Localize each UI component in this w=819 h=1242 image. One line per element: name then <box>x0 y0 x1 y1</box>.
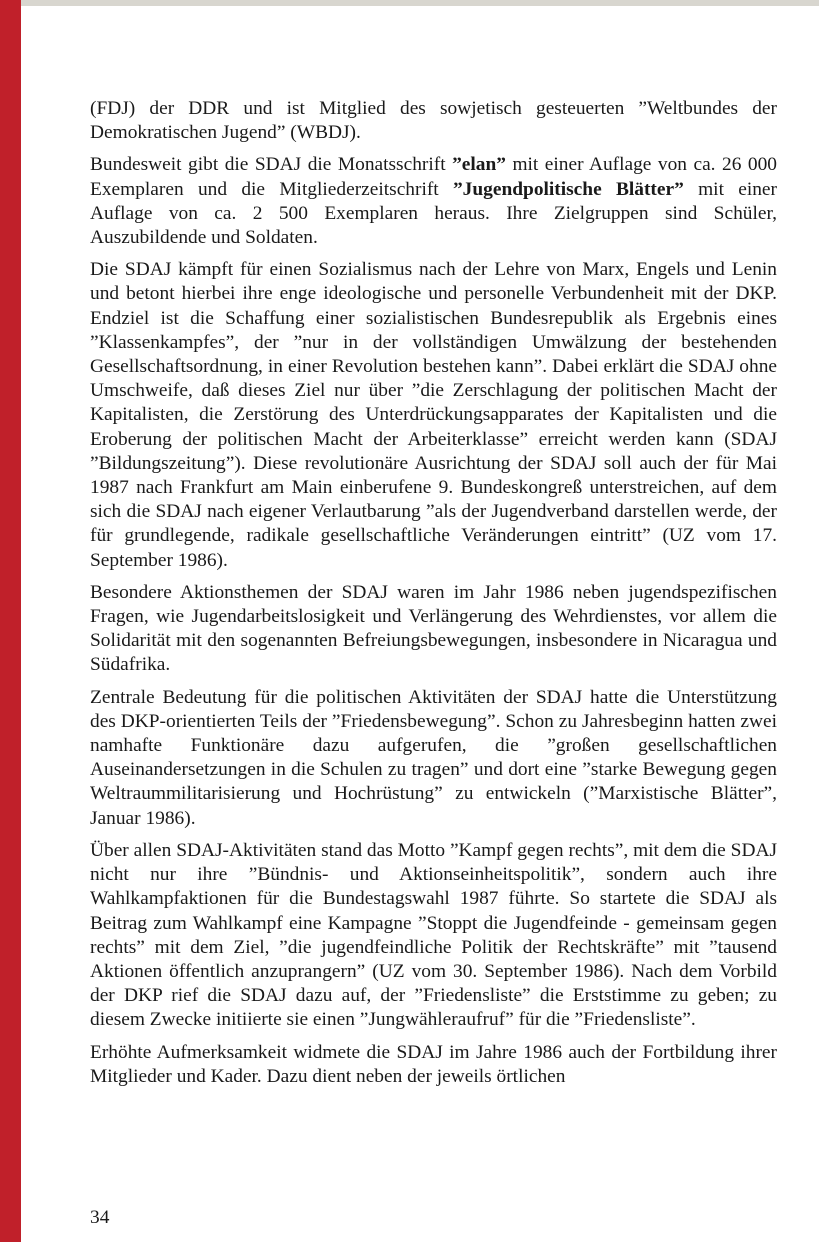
publication-title-elan: ”elan” <box>452 154 506 176</box>
page-top-edge <box>0 0 819 6</box>
text-segment: mit einer Auflage von ca. 26 000 Exemplaren und die Mitgliederzeitschrift <box>90 154 777 200</box>
text-segment: mit einer Auflage von ca. 2 500 Exemplaren heraus. Ihre Zielgruppen sind Schüler, Auszubildende und Soldaten. <box>90 178 777 249</box>
text-segment: Besondere Aktionsthemen der SDAJ waren im Jahr 1986 neben jugendspezifischen Fragen, wie Jugendarbeitslosigkeit und Verlängerung des Wehrdienstes, vor allem die Solidarität mit den sogenannten Befreiungsbewegungen, insbesondere in Nicaragua und Südafrika. <box>90 581 777 676</box>
paragraph <box>90 686 777 831</box>
text-segment: Erhöhte Aufmerksamkeit widmete die SDAJ im Jahre 1986 auch der Fortbildung ihrer Mitglieder und Kader. Dazu dient neben der jeweils örtlichen <box>90 1041 777 1087</box>
text-segment: Die SDAJ kämpft für einen Sozialismus nach der Lehre von Marx, Engels und Lenin und betont hierbei ihre enge ideologische und personelle Verbundenheit mit der DKP. Endziel ist die Schaffung einer sozialistischen Bundesrepublik als Ergebnis eines ”Klassenkampfes”, der ”nur in der vollständigen Umwälzung der bestehenden Gesellschaftsordnung, in einer Revolution bestehen kann”. Dabei erklärt die SDAJ ohne Umschweife, daß dieses Ziel nur über ”die Zerschlagung der politischen Macht der Kapitalisten, die Zerstörung des Unterdrückungsapparates der Kapitalisten und die Eroberung der politischen Macht der Arbeiterklasse” erreicht werden kann (SDAJ ”Bildungszeitung”). Diese revolutionäre Ausrichtung der SDAJ soll auch der für Mai 1987 nach Frankfurt am Main einberufene 9. Bundeskongreß unterstreichen, auf dem sich die SDAJ nach eigener Verlautbarung ”als der Jugendverband darstellen werde, der für grundlegende, radikale gesellschaftliche Veränderungen eintritt” (UZ vom 17. September 1986). <box>90 259 777 571</box>
paragraph <box>90 1041 777 1089</box>
publication-title-jugendpolitische-blaetter: ”Jugendpolitische Blätter” <box>452 178 684 200</box>
page-number: 34 <box>90 1207 110 1228</box>
paragraph <box>90 258 777 573</box>
text-segment: Bundesweit gibt die SDAJ die Monatsschrift <box>90 154 453 176</box>
red-page-edge <box>0 0 21 1242</box>
paragraph <box>90 153 777 250</box>
body-text <box>90 97 777 1097</box>
text-segment: Über allen SDAJ-Aktivitäten stand das Motto ”Kampf gegen rechts”, mit dem die SDAJ nicht nur ihre ”Bündnis- und Aktionseinheitspolitik”, sondern auch ihre Wahlkampfaktionen für die Bundestagswahl 1987 führte. So startete die SDAJ als Beitrag zum Wahlkampf eine Kampagne ”Stoppt die Jugendfeinde - gemeinsam gegen rechts” mit dem Ziel, ”die jugendfeindliche Politik der Rechtskräfte” mit ”tausend Aktionen öffentlich anzuprangern” (UZ vom 30. September 1986). Nach dem Vorbild der DKP rief die SDAJ dazu auf, der ”Friedensliste” die Erststimme zu geben; zu diesem Zwecke initiierte sie einen ”Jungwähleraufruf” für die ”Friedensliste”. <box>90 839 777 1031</box>
paragraph <box>90 839 777 1033</box>
text-segment: Zentrale Bedeutung für die politischen Aktivitäten der SDAJ hatte die Unterstützung des DKP-orientierten Teils der ”Friedensbewegung”. Schon zu Jahresbeginn hatten zwei namhafte Funktionäre dazu aufgerufen, die ”großen gesellschaftlichen Auseinandersetzungen in die Schulen zu tragen” und dort eine ”starke Bewegung gegen Weltraummilitarisierung und Hochrüstung” zu entwickeln (”Marxistische Blätter”, Januar 1986). <box>90 686 777 829</box>
paragraph <box>90 581 777 678</box>
text-segment: (FDJ) der DDR und ist Mitglied des sowjetisch gesteuerten ”Weltbundes der Demokratischen Jugend” (WBDJ). <box>90 98 777 144</box>
paragraph <box>90 97 777 145</box>
